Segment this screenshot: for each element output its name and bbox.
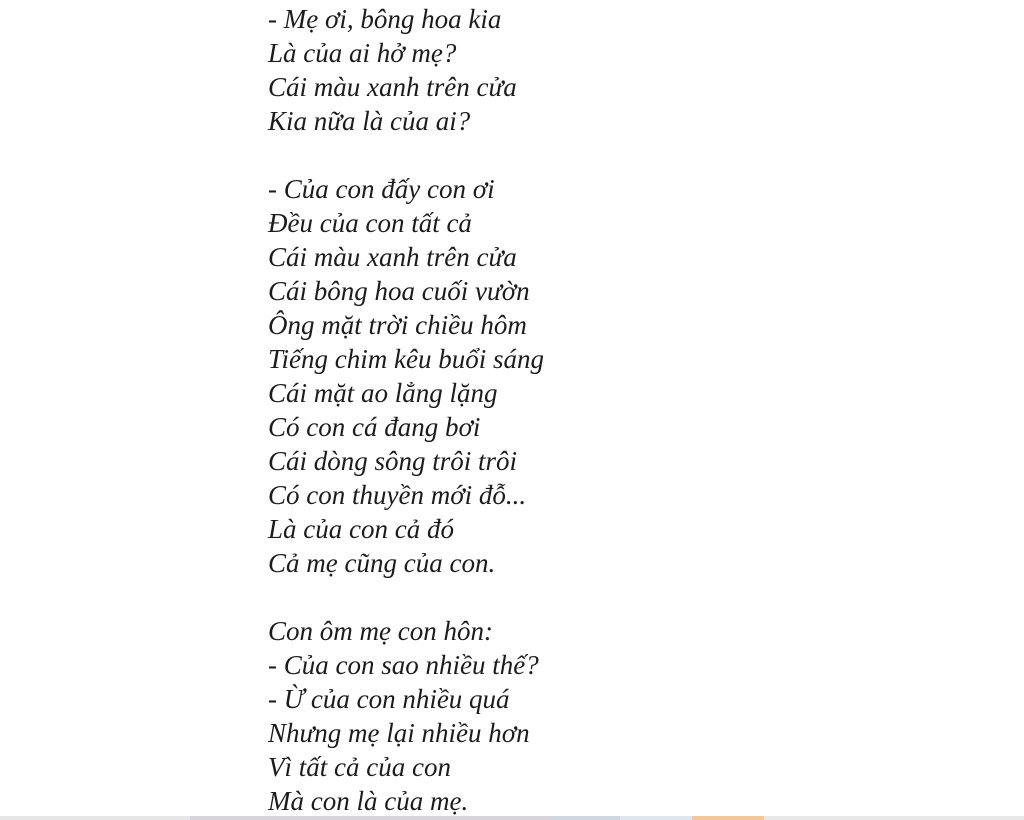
poem-line: Là của ai hở mẹ? bbox=[268, 38, 457, 68]
poem-line: Có con cá đang bơi bbox=[268, 412, 481, 442]
poem-line: Cái mặt ao lẳng lặng bbox=[268, 378, 498, 408]
poem-line: Kia nữa là của ai? bbox=[268, 106, 471, 136]
poem-line: - Của con đấy con ơi bbox=[268, 174, 495, 204]
poem-line: Cái bông hoa cuối vườn bbox=[268, 276, 530, 306]
bottom-color-strip bbox=[0, 816, 1024, 820]
poem-line: - Của con sao nhiều thế? bbox=[268, 650, 539, 680]
poem-line: Ông mặt trời chiều hôm bbox=[268, 310, 527, 340]
strip-segment bbox=[0, 816, 190, 820]
poem-stanza-1 bbox=[268, 2, 544, 138]
strip-segment bbox=[764, 816, 1024, 820]
poem-line: Tiếng chim kêu buổi sáng bbox=[268, 344, 544, 374]
poem-line: Đều của con tất cả bbox=[268, 208, 472, 238]
poem-line: Nhưng mẹ lại nhiều hơn bbox=[268, 718, 530, 748]
poem-line: Có con thuyền mới đỗ... bbox=[268, 480, 527, 510]
strip-segment bbox=[550, 816, 620, 820]
poem-line: Vì tất cả của con bbox=[268, 752, 451, 782]
poem-line: Cái màu xanh trên cửa bbox=[268, 72, 517, 102]
poem-line: Cả mẹ cũng của con. bbox=[268, 548, 496, 578]
poem-stanza-3 bbox=[268, 614, 544, 818]
strip-segment bbox=[620, 816, 692, 820]
poem-line: - Mẹ ơi, bông hoa kia bbox=[268, 4, 502, 34]
poem-line: Mà con là của mẹ. bbox=[268, 786, 469, 816]
poem-line: Con ôm mẹ con hôn: bbox=[268, 616, 493, 646]
poem-line: Cái dòng sông trôi trôi bbox=[268, 446, 518, 476]
poem-stanza-2 bbox=[268, 172, 544, 580]
poem-line: Cái màu xanh trên cửa bbox=[268, 242, 517, 272]
poem-line: - Ừ của con nhiều quá bbox=[268, 684, 510, 714]
strip-segment bbox=[190, 816, 550, 820]
poem-text bbox=[268, 2, 544, 818]
poem-line: Là của con cả đó bbox=[268, 514, 454, 544]
strip-segment bbox=[692, 816, 764, 820]
